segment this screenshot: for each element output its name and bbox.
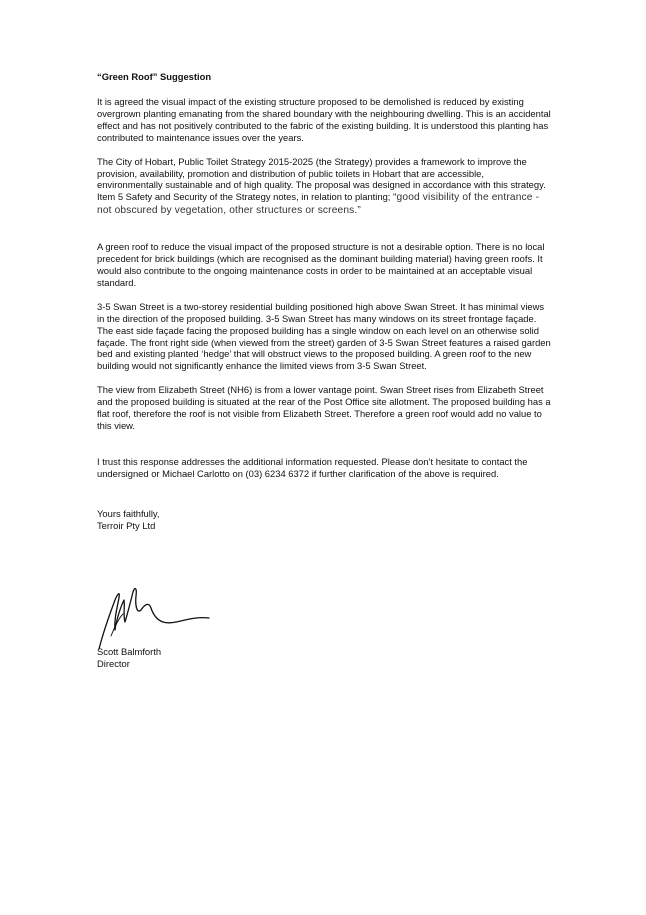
signer-title: Director xyxy=(97,658,130,669)
paragraph-elizabeth-street: The view from Elizabeth Street (NH6) is from a lower vantage point. Swan Street rises from Elizabeth Street and the proposed building is situated at the rear of the Post Office site allotment. The proposed building has a flat roof, therefore the roof is not visible from Elizabeth Street. Therefore a green roof would add no value to this view. xyxy=(97,384,551,431)
strategy-quote: “good visibility of the entrance - not obscured by vegetation, other structures or screens.” xyxy=(97,192,540,217)
spacer xyxy=(97,444,552,456)
letter-body xyxy=(97,71,552,531)
signature-image xyxy=(97,578,212,652)
paragraph-planting: It is agreed the visual impact of the existing structure proposed to be demolished is reduced by existing overgrown planting emanating from the shared boundary with the neighbouring dwelling. This is an accidental effect and has not positively contributed to the fabric of the existing building. It is understood this planting has contributed to maintenance issues over the years. xyxy=(97,96,551,143)
signer-block xyxy=(97,646,161,670)
paragraph-closing-remark: I trust this response addresses the additional information requested. Please don’t hesitate to contact the undersigned or Michael Carlotto on (03) 6234 6372 if further clarification of the above is required. xyxy=(97,455,528,479)
paragraph-swan-street: 3-5 Swan Street is a two-storey residential building positioned high above Swan Street. It has minimal views in the direction of the proposed building. 3-5 Swan Street has many windows on its street frontage façade. The east side façade facing the proposed building has a single window on each level on an otherwise solid façade. The front right side (when viewed from the street) garden of 3-5 Swan Street features a raised garden bed and existing planted ‘hedge’ that will obstruct views to the proposed building. A green roof to the new building would not significantly enhance the limited views from 3-5 Swan Street. xyxy=(97,300,551,372)
paragraph-strategy xyxy=(97,156,552,218)
signer-name: Scott Balmforth xyxy=(97,646,162,657)
spacer xyxy=(97,229,552,241)
paragraph-green-roof: A green roof to reduce the visual impact of the proposed structure is not a desirable option. There is no local precedent for brick buildings (which are recognised as the dominant building material) having green roofs. It would also contribute to the ongoing maintenance costs in order to be maintained at an acceptable visual standard. xyxy=(97,241,545,288)
company-name: Terroir Pty Ltd xyxy=(97,519,156,531)
closing-salutation: Yours faithfully, xyxy=(97,507,160,519)
section-heading: “Green Roof” Suggestion xyxy=(97,71,212,82)
strategy-text: The City of Hobart, Public Toilet Strategy 2015-2025 (the Strategy) provides a framework to improve the provision, availability, promotion and distribution of public toilets in Hobart that are accessible, environmentally sustainable and of high quality. The proposal was designed in accordance with this strategy. Item 5 Safety and Security of the Strategy notes, in relation to planting; xyxy=(97,155,546,203)
